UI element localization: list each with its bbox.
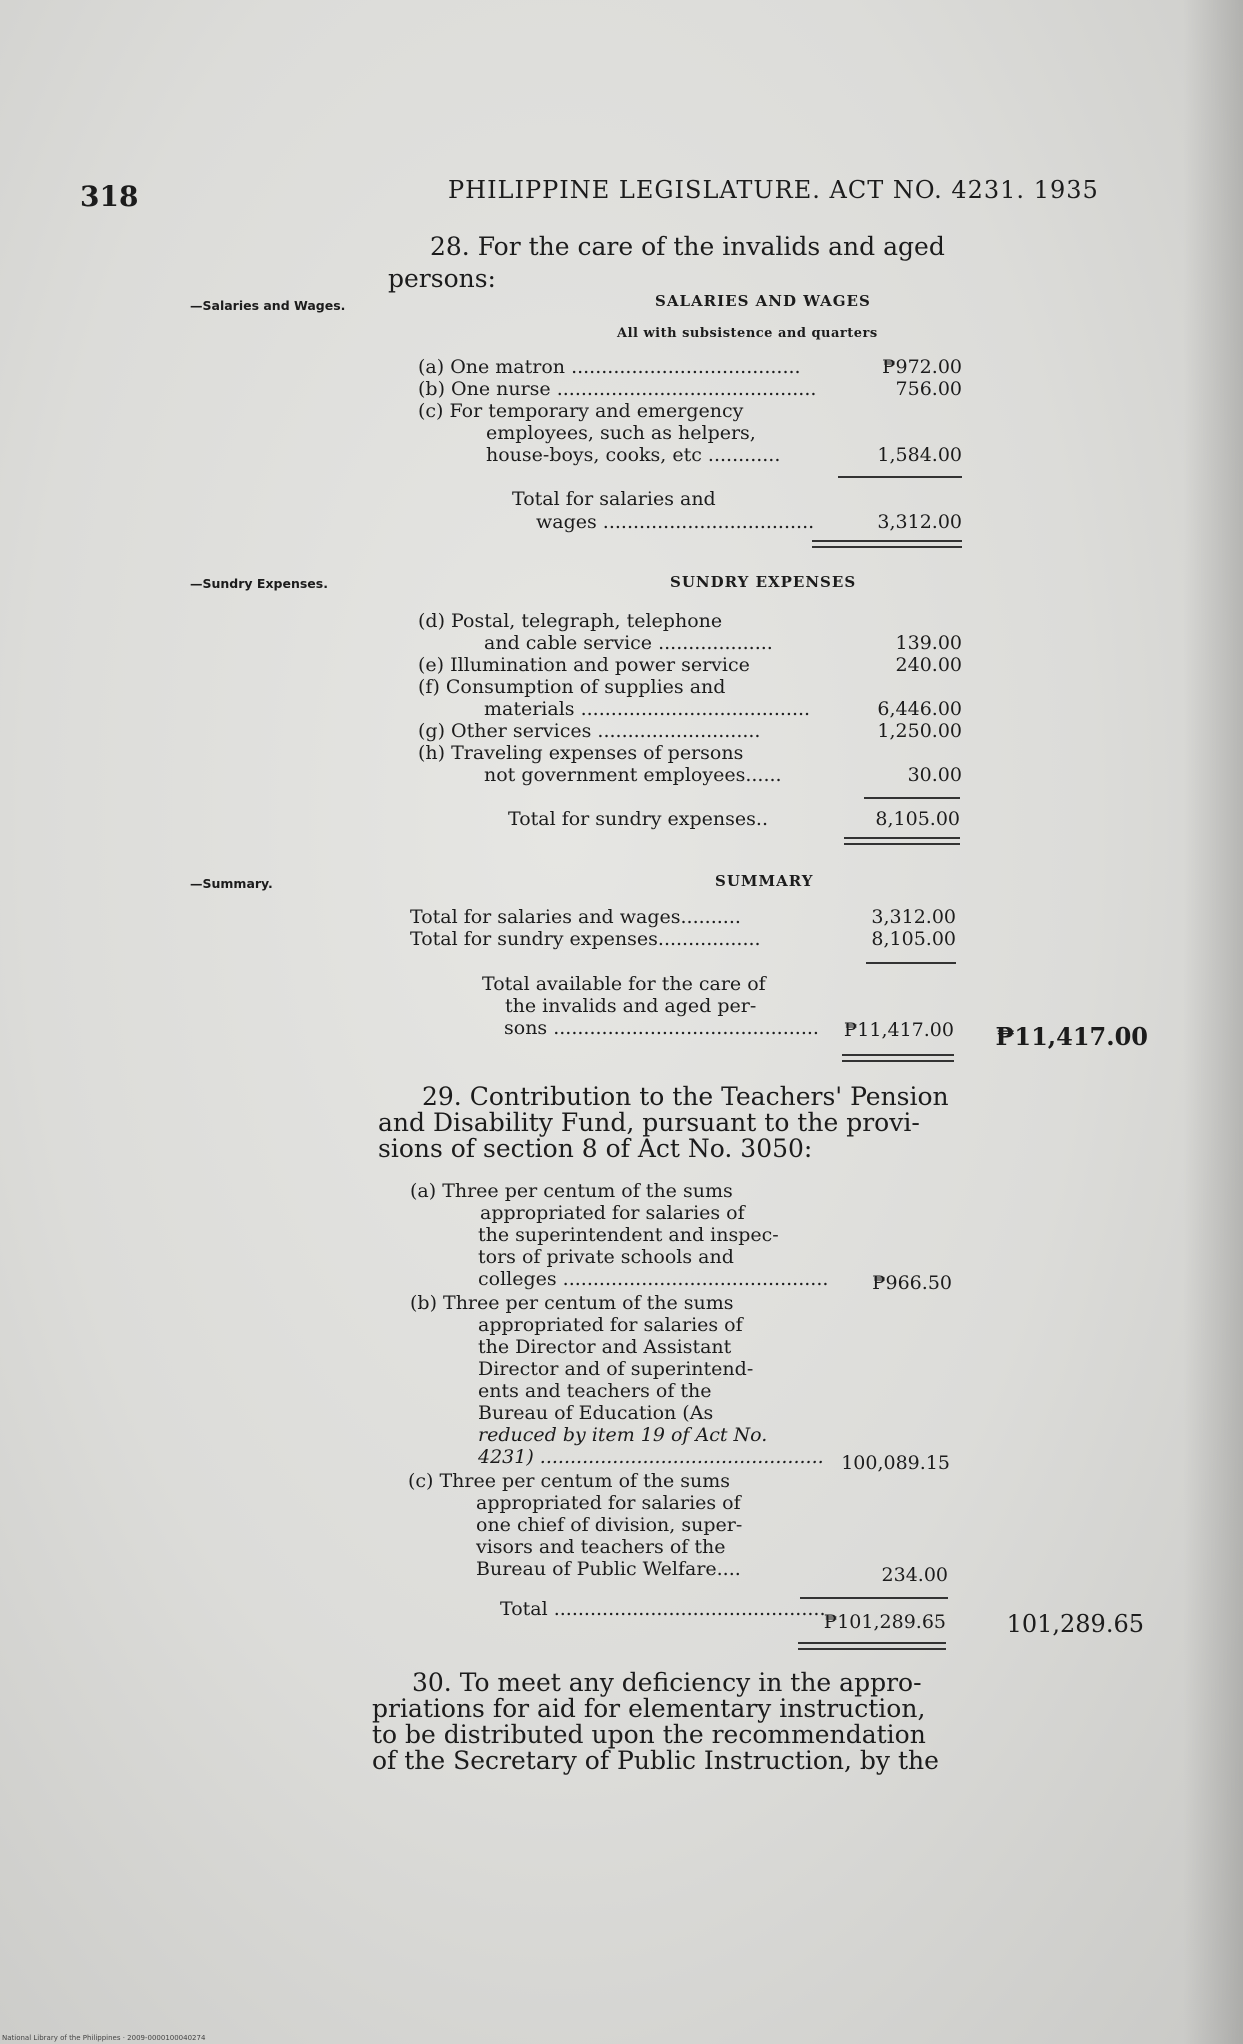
s29-item-b-amount: 100,089.15 xyxy=(841,1452,950,1474)
s29-item-a-line2: appropriated for salaries of xyxy=(480,1202,745,1224)
section-30-line2: priations for aid for elementary instruction, xyxy=(372,1694,926,1723)
running-title: PHILIPPINE LEGISLATURE. ACT NO. 4231. 1935 xyxy=(448,176,1099,204)
sundry-item-e: (e) Illumination and power service xyxy=(418,654,750,676)
s29-item-b-line8: 4231) ............................................... xyxy=(478,1446,824,1468)
sundry-item-d-line1: (d) Postal, telegraph, telephone xyxy=(418,610,723,632)
total-sundry-label: Total for sundry expenses.. xyxy=(508,808,768,830)
s29-item-b-line6: Bureau of Education (As xyxy=(478,1402,714,1424)
page-edge-shadow xyxy=(1183,0,1243,2044)
total-available-line2: the invalids and aged per- xyxy=(505,995,757,1017)
total-available-line3: sons ............................................ xyxy=(504,1017,819,1039)
double-rule xyxy=(844,837,960,845)
salaries-note: All with subsistence and quarters xyxy=(617,326,878,341)
s29-item-b-line7: reduced by item 19 of Act No. xyxy=(478,1424,768,1446)
sundry-item-g-amount: 1,250.00 xyxy=(877,720,962,742)
s29-item-c-line3: one chief of division, super- xyxy=(476,1514,743,1536)
rule xyxy=(838,476,962,478)
s29-item-a-line4: tors of private schools and xyxy=(478,1246,734,1268)
s29-item-b-line1: (b) Three per centum of the sums xyxy=(410,1292,734,1314)
section-28-heading-line1: 28. For the care of the invalids and aged xyxy=(430,232,945,261)
salaries-heading: SALARIES AND WAGES xyxy=(655,292,871,310)
total-salaries-line2: wages ................................... xyxy=(536,511,815,533)
section-30-line3: to be distributed upon the recommendation xyxy=(372,1720,926,1749)
section-28-grand-amount: ₱11,417.00 xyxy=(995,1022,1148,1051)
sundry-item-f-amount: 6,446.00 xyxy=(877,698,962,720)
section-29-heading-line1: 29. Contribution to the Teachers' Pension xyxy=(422,1082,949,1111)
rule xyxy=(864,797,960,799)
s29-item-b-line2: appropriated for salaries of xyxy=(478,1314,743,1336)
margin-note-summary: —Summary. xyxy=(190,876,273,891)
salary-item-c-line3: house-boys, cooks, etc ............ xyxy=(486,444,781,466)
summary-row-sundry-amount: 8,105.00 xyxy=(871,928,956,950)
total-salaries-amount: 3,312.00 xyxy=(877,511,962,533)
sundry-item-d-line2: and cable service ................... xyxy=(484,632,773,654)
section-30-line4: of the Secretary of Public Instruction, by the xyxy=(372,1746,939,1775)
s29-item-b-line3: the Director and Assistant xyxy=(478,1336,732,1358)
salary-item-a: (a) One matron ...................................... xyxy=(418,356,801,378)
sundry-item-h-amount: 30.00 xyxy=(907,764,962,786)
s29-item-c-line5: Bureau of Public Welfare.... xyxy=(476,1558,741,1580)
summary-heading: SUMMARY xyxy=(715,872,814,890)
section-29-heading-line2: and Disability Fund, pursuant to the provi- xyxy=(378,1108,920,1137)
double-rule xyxy=(812,540,962,548)
total-available-amount: ₱11,417.00 xyxy=(843,1019,954,1041)
salary-item-c-line1: (c) For temporary and emergency xyxy=(418,400,744,422)
double-rule xyxy=(798,1642,946,1650)
section-30-line1: 30. To meet any deficiency in the appro- xyxy=(412,1668,922,1697)
sundry-item-f-line2: materials ...................................... xyxy=(484,698,811,720)
sundry-item-g: (g) Other services ........................... xyxy=(418,720,761,742)
s29-item-a-line5: colleges ............................................ xyxy=(478,1268,829,1290)
s29-total-label: Total ............................................. xyxy=(500,1598,826,1620)
section-28-heading-line2: persons: xyxy=(388,264,496,293)
s29-item-b-line4: Director and of superintend- xyxy=(478,1358,754,1380)
double-rule xyxy=(842,1054,954,1062)
s29-item-c-line4: visors and teachers of the xyxy=(476,1536,726,1558)
s29-item-a-amount: ₱966.50 xyxy=(872,1272,952,1294)
page-number: 318 xyxy=(80,180,139,213)
sundry-item-e-amount: 240.00 xyxy=(895,654,962,676)
s29-item-c-line1: (c) Three per centum of the sums xyxy=(408,1470,731,1492)
summary-row-salaries-amount: 3,312.00 xyxy=(871,906,956,928)
library-stamp: National Library of the Philippines · 2009-0000100040274 xyxy=(2,2034,206,2042)
s29-total-amount: ₱101,289.65 xyxy=(823,1611,946,1633)
total-available-line1: Total available for the care of xyxy=(482,973,766,995)
s29-item-a-line1: (a) Three per centum of the sums xyxy=(410,1180,733,1202)
section-29-grand-amount: 101,289.65 xyxy=(1006,1610,1144,1638)
salary-item-b: (b) One nurse ........................................... xyxy=(418,378,817,400)
sundry-item-h-line2: not government employees...... xyxy=(484,764,782,786)
s29-item-c-line2: appropriated for salaries of xyxy=(476,1492,741,1514)
rule xyxy=(866,962,956,964)
s29-item-b-line5: ents and teachers of the xyxy=(478,1380,712,1402)
total-salaries-line1: Total for salaries and xyxy=(512,488,716,510)
sundry-item-d-amount: 139.00 xyxy=(895,632,962,654)
sundry-heading: SUNDRY EXPENSES xyxy=(670,573,857,591)
margin-note-salaries: —Salaries and Wages. xyxy=(190,298,346,313)
section-29-heading-line3: sions of section 8 of Act No. 3050: xyxy=(378,1134,813,1163)
summary-row-salaries: Total for salaries and wages.......... xyxy=(410,906,741,928)
salary-item-c-line2: employees, such as helpers, xyxy=(486,422,756,444)
sundry-item-f-line1: (f) Consumption of supplies and xyxy=(418,676,726,698)
salary-item-c-amount: 1,584.00 xyxy=(877,444,962,466)
s29-item-a-line3: the superintendent and inspec- xyxy=(478,1224,779,1246)
sundry-item-h-line1: (h) Traveling expenses of persons xyxy=(418,742,744,764)
s29-item-c-amount: 234.00 xyxy=(881,1564,948,1586)
margin-note-sundry: —Sundry Expenses. xyxy=(190,576,328,591)
total-sundry-amount: 8,105.00 xyxy=(875,808,960,830)
salary-item-b-amount: 756.00 xyxy=(895,378,962,400)
salary-item-a-amount: ₱972.00 xyxy=(882,356,962,378)
summary-row-sundry: Total for sundry expenses................. xyxy=(410,928,761,950)
